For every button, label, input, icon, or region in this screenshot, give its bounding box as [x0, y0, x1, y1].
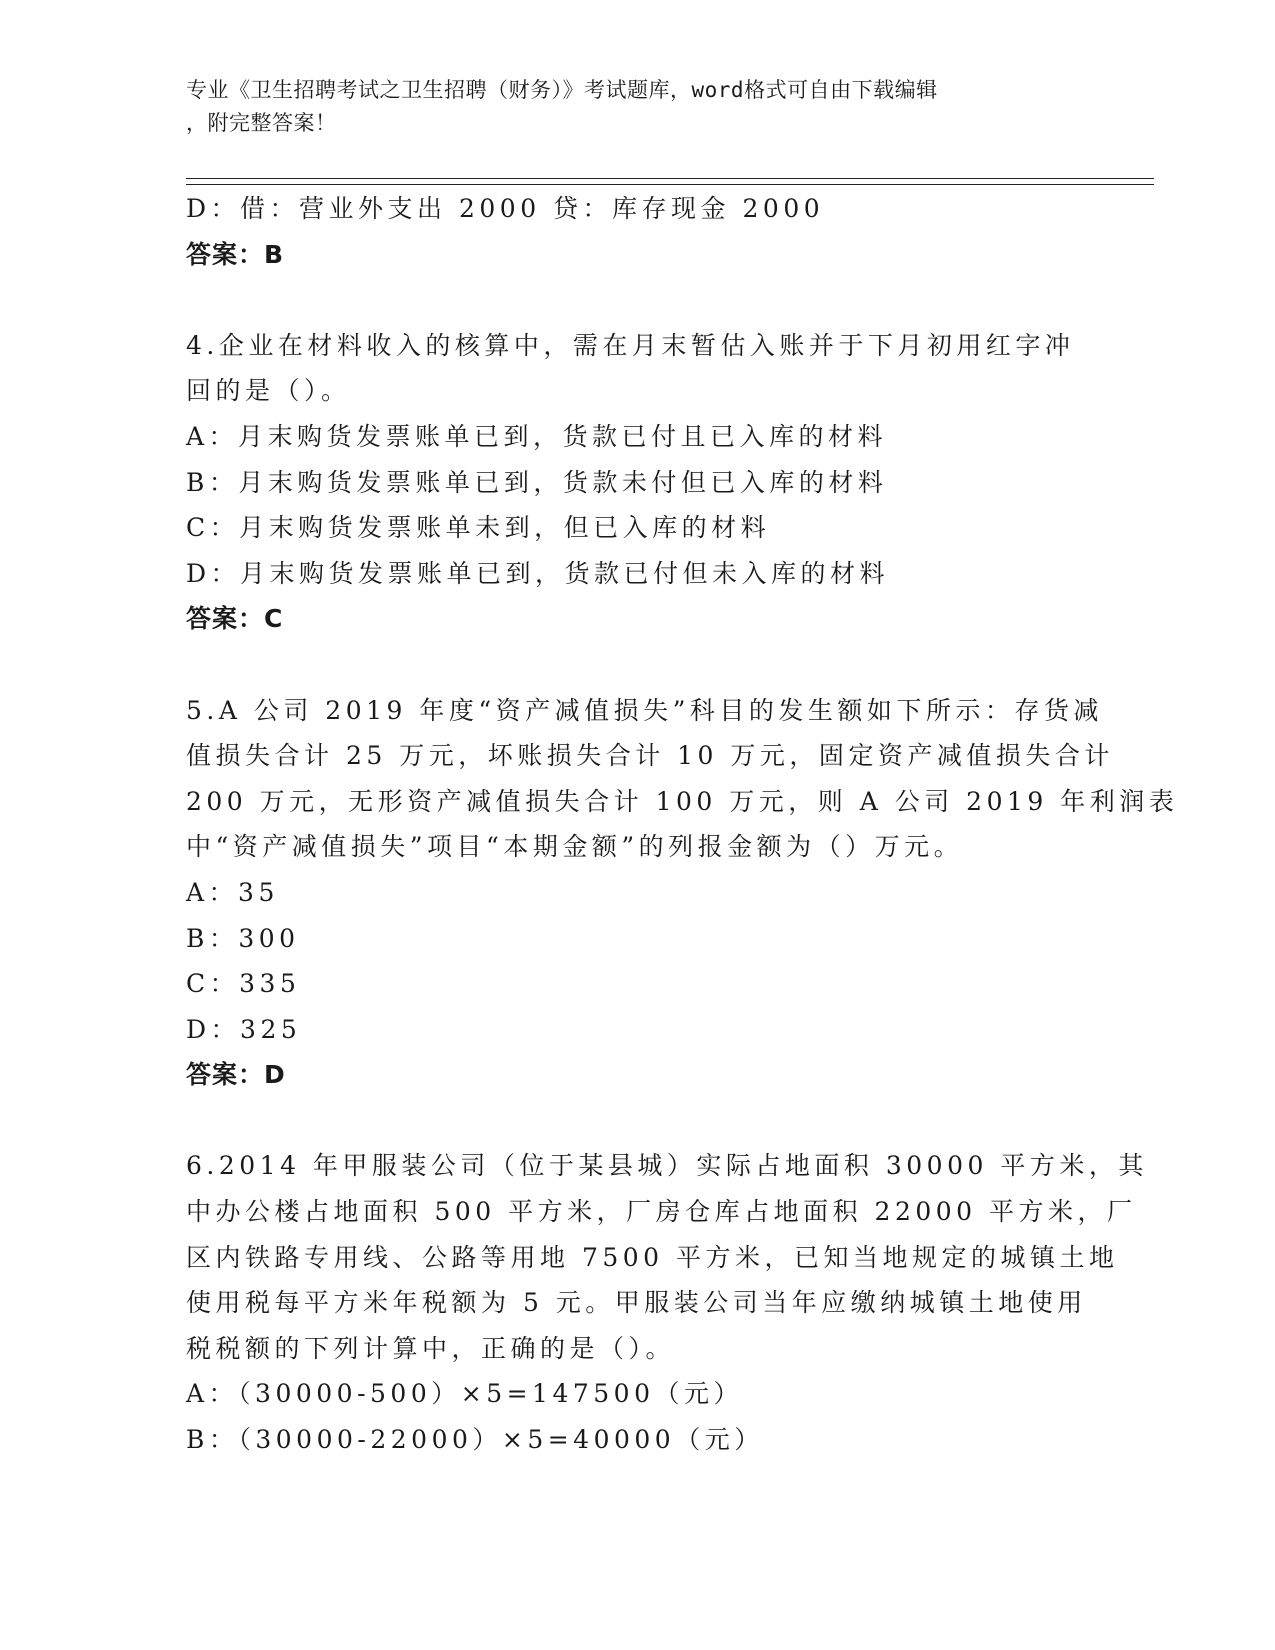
- question-6: [186, 1143, 1148, 1462]
- header-rule-bottom: [186, 184, 1154, 185]
- q6-stem-line-5: 税税额的下列计算中，正确的是（）。: [186, 1333, 676, 1363]
- q4-stem-line-2: 回的是（）。: [186, 376, 351, 406]
- q5-option-b: B：300: [186, 923, 300, 953]
- q5-stem-line-3: 200 万元，无形资产减值损失合计 100 万元，则 A 公司 2019 年利润表: [186, 786, 1179, 816]
- header-line-2: ，附完整答案！: [186, 111, 337, 135]
- question-4: [186, 323, 1086, 642]
- spacer: [186, 1098, 1086, 1144]
- q5-stem-line-4: 中“资产减值损失”项目“本期金额”的列报金额为（）万元。: [186, 832, 964, 862]
- spacer: [186, 642, 1086, 688]
- q5-option-c: C：335: [186, 969, 301, 999]
- q5-stem-line-2: 值损失合计 25 万元，坏账损失合计 10 万元，固定资产减值损失合计: [186, 741, 1114, 771]
- q5-option-d: D：325: [186, 1014, 302, 1044]
- spacer: [186, 277, 1086, 323]
- q5-stem-line-1: 5.A 公司 2019 年度“资产减值损失”科目的发生额如下所示：存货减: [186, 695, 1103, 725]
- q4-stem-line-1: 4.企业在材料收入的核算中，需在月末暂估入账并于下月初用红字冲: [186, 330, 1075, 360]
- q6-option-a: A：（30000-500）×5=147500（元）: [186, 1379, 743, 1409]
- q6-option-b: B：（30000-22000）×5=40000（元）: [186, 1425, 764, 1455]
- q3-option-d: D：借：营业外支出 2000 贷：库存现金 2000: [186, 194, 825, 223]
- q3-answer: 答案：B: [186, 239, 285, 269]
- q4-option-a: A：月末购货发票账单已到，货款已付且已入库的材料: [186, 421, 888, 451]
- q4-option-d: D：月末购货发票账单已到，货款已付但未入库的材料: [186, 558, 890, 588]
- q6-stem-line-1: 6.2014 年甲服装公司（位于某县城）实际占地面积 30000 平方米，其: [186, 1151, 1148, 1181]
- header-rule-top: [186, 178, 1154, 179]
- q5-option-a: A：35: [186, 877, 279, 907]
- document-body: [186, 186, 1179, 1463]
- q6-stem-line-3: 区内铁路专用线、公路等用地 7500 平方米，已知当地规定的城镇土地: [186, 1242, 1119, 1272]
- q6-stem-line-4: 使用税每平方米年税额为 5 元。甲服装公司当年应缴纳城镇土地使用: [186, 1288, 1087, 1318]
- q4-option-c: C：月末购货发票账单未到，但已入库的材料: [186, 513, 771, 543]
- document-header: [186, 74, 1066, 140]
- q5-answer: 答案：D: [186, 1060, 286, 1090]
- header-line-1: 专业《卫生招聘考试之卫生招聘（财务）》考试题库，word格式可自由下载编辑: [186, 78, 938, 102]
- q4-option-b: B：月末购货发票账单已到，货款未付但已入库的材料: [186, 467, 888, 497]
- q4-answer: 答案：C: [186, 604, 284, 634]
- question-5: [186, 688, 1179, 1098]
- q6-stem-line-2: 中办公楼占地面积 500 平方米，厂房仓库占地面积 22000 平方米，厂: [186, 1197, 1137, 1227]
- question-3-tail: [186, 186, 1086, 277]
